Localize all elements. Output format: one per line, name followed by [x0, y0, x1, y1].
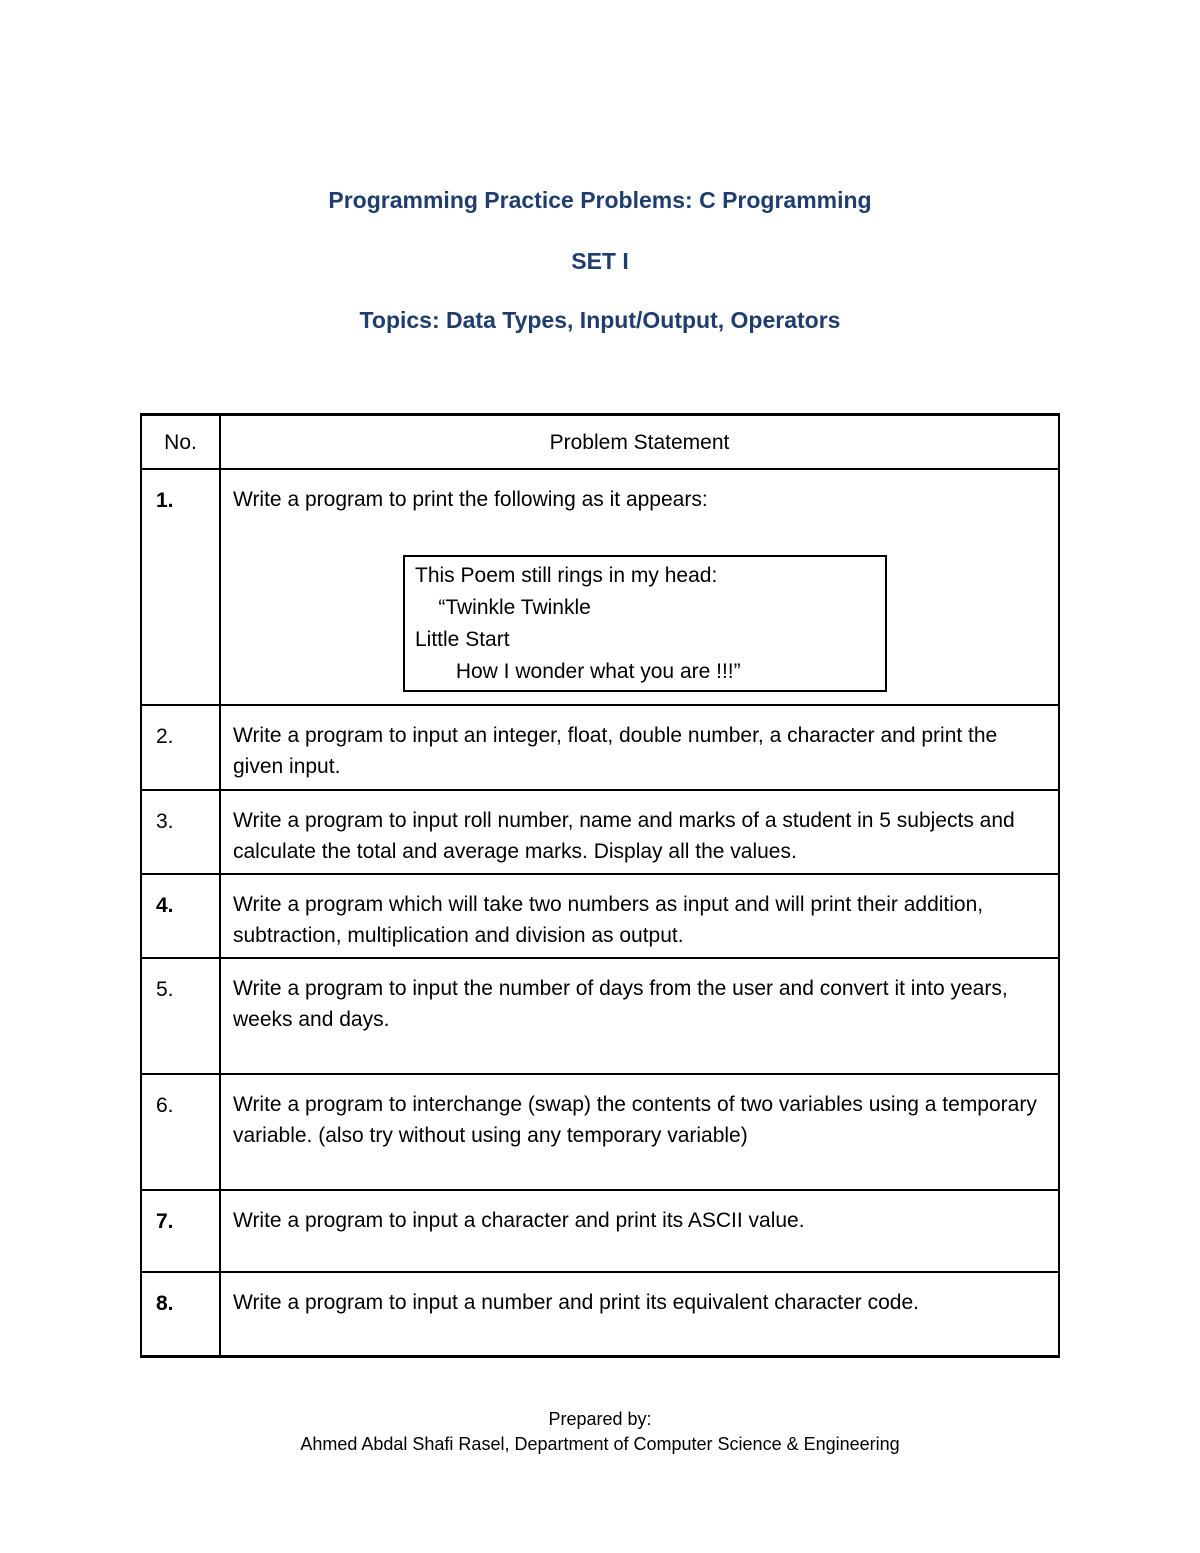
table-row: [141, 469, 1059, 705]
problem-number: 5.: [141, 958, 220, 1074]
poem-line: Little Start: [415, 628, 510, 651]
problem-number: 6.: [141, 1074, 220, 1190]
col-no-header: No.: [141, 415, 220, 470]
table-row: [141, 705, 1059, 790]
problem-statement: Write a program to input roll number, name and marks of a student in 5 subjects and calculate the total and average marks. Display all the values.: [220, 790, 1059, 874]
author-line: Ahmed Abdal Shafi Rasel, Department of Computer Science & Engineering: [300, 1434, 900, 1454]
topics-label: Topics: Data Types, Input/Output, Operators: [359, 307, 841, 333]
problems-table: [140, 413, 1060, 1358]
poem-line: This Poem still rings in my head:: [415, 564, 718, 587]
set-label: SET I: [571, 248, 629, 274]
problem-statement: Write a program which will take two numbers as input and will print their addition, subtraction, multiplication and division as output.: [220, 874, 1059, 958]
page-title: Programming Practice Problems: C Programming: [328, 187, 872, 213]
table-row: [141, 1074, 1059, 1190]
problem-statement: Write a program to interchange (swap) the contents of two variables using a temporary variable. (also try without using any temporary variable): [220, 1074, 1059, 1190]
table-row: [141, 1272, 1059, 1356]
problem-number: 4.: [141, 874, 220, 958]
poem-box: [403, 555, 887, 692]
poem-line: How I wonder what you are !!!”: [415, 660, 741, 683]
problem-statement-cell: [220, 469, 1059, 705]
prepared-by-label: Prepared by:: [548, 1409, 652, 1429]
problem-number: 8.: [141, 1272, 220, 1356]
table-header-row: [141, 415, 1059, 470]
problem-statement: Write a program to print the following as it appears:: [233, 488, 708, 511]
problem-number: 7.: [141, 1190, 220, 1272]
col-statement-header: Problem Statement: [220, 415, 1059, 470]
problem-statement: Write a program to input an integer, float, double number, a character and print the given input.: [220, 705, 1059, 790]
table-row: [141, 790, 1059, 874]
problem-statement: Write a program to input a number and print its equivalent character code.: [220, 1272, 1059, 1356]
problem-statement: Write a program to input the number of days from the user and convert it into years, weeks and days.: [220, 958, 1059, 1074]
table-row: [141, 958, 1059, 1074]
problem-number: 3.: [141, 790, 220, 874]
problem-number: 2.: [141, 705, 220, 790]
poem-line: “Twinkle Twinkle: [415, 596, 591, 619]
table-row: [141, 1190, 1059, 1272]
problem-statement: Write a program to input a character and print its ASCII value.: [220, 1190, 1059, 1272]
problem-number: 1.: [141, 469, 220, 705]
table-row: [141, 874, 1059, 958]
